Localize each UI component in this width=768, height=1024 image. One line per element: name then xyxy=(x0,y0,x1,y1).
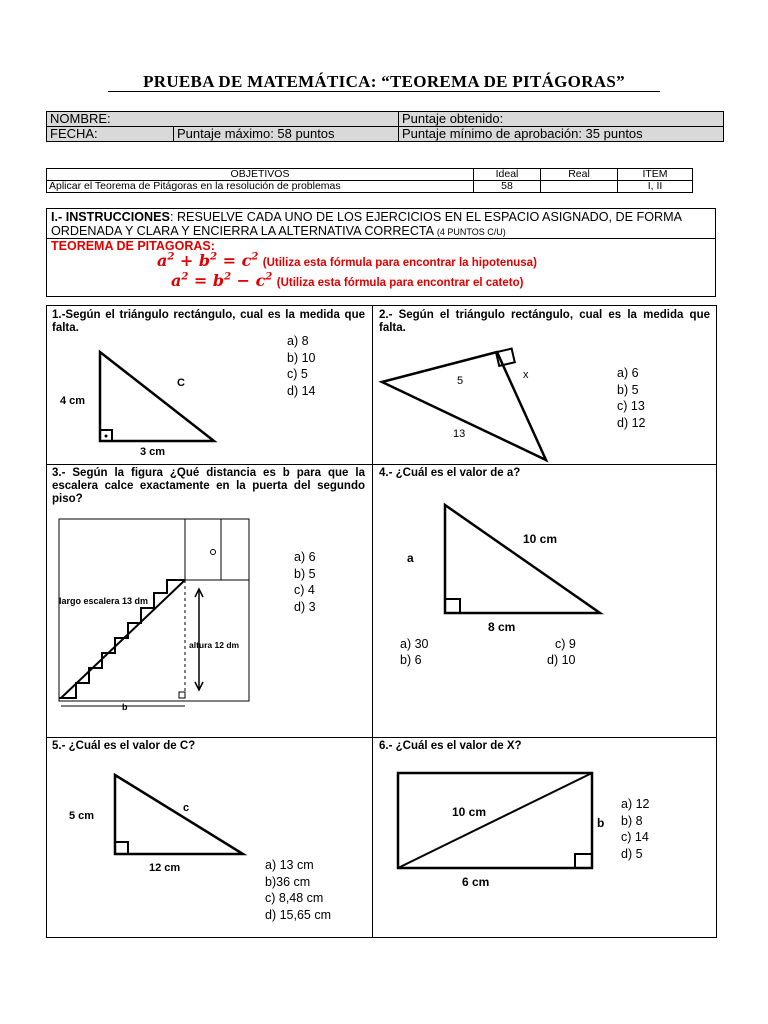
q1-label-left: 4 cm xyxy=(60,395,86,407)
q2-label-hyp: 13 xyxy=(453,428,466,440)
q4-option-a[interactable]: a) 30 xyxy=(400,637,429,651)
q3-option-a[interactable]: a) 6 xyxy=(294,550,316,564)
q1-option-c[interactable]: c) 5 xyxy=(287,367,308,381)
q2-label-leg: 5 xyxy=(457,375,464,387)
instructions-box xyxy=(46,208,716,297)
student-info-table xyxy=(46,111,724,142)
q3-option-b[interactable]: b) 5 xyxy=(294,566,316,581)
fecha-field[interactable]: FECHA: xyxy=(47,127,174,142)
objective-text: Aplicar el Teorema de Pitágoras en la resolución de problemas xyxy=(47,181,474,193)
nombre-field[interactable]: NOMBRE: xyxy=(47,112,399,127)
instructions-label: I.- INSTRUCCIONES xyxy=(51,210,170,224)
q5-label-bottom: 12 cm xyxy=(149,862,181,874)
q6-right-angle xyxy=(575,854,592,868)
q1-label-bottom: 3 cm xyxy=(140,446,166,458)
q6-label-diagonal: 10 cm xyxy=(452,805,487,819)
q6-diagonal xyxy=(398,773,592,868)
q5-option-d[interactable]: d) 15,65 cm xyxy=(265,907,332,922)
ideal-value: 58 xyxy=(474,181,541,193)
question-2-prompt: 2.- Según el triángulo rectángulo, cual es la medida que falta. xyxy=(379,309,710,334)
q1-option-b[interactable]: b) 10 xyxy=(287,350,316,365)
q6-label-right: b xyxy=(597,816,605,830)
q3-label-base: b xyxy=(122,702,128,712)
item-header: ITEM xyxy=(618,169,693,181)
points-note: (4 PUNTOS C/U) xyxy=(436,227,506,237)
title-underline xyxy=(108,91,660,92)
q5-label-hyp: c xyxy=(183,802,190,814)
question-5-prompt: 5.- ¿Cuál es el valor de C? xyxy=(52,740,196,752)
q4-label-bottom: 8 cm xyxy=(488,620,516,634)
objectives-header: OBJETIVOS xyxy=(47,169,474,181)
q2-option-b[interactable]: b) 5 xyxy=(617,382,639,397)
q5-option-a[interactable]: a) 13 cm xyxy=(265,858,314,872)
q2-option-c[interactable]: c) 13 xyxy=(617,399,645,413)
questions-grid xyxy=(46,305,717,938)
question-1-prompt: 1.-Según el triángulo rectángulo, cual es la medida que falta. xyxy=(52,309,365,334)
q4-option-c[interactable]: c) 9 xyxy=(555,637,576,651)
puntaje-maximo: Puntaje máximo: 58 puntos xyxy=(174,127,399,142)
question-3-prompt: 3.- Según la figura ¿Qué distancia es b para que la escalera calce exactamente en la puerta del segundo piso? xyxy=(52,467,365,505)
q3-label-height: altura 12 dm xyxy=(189,640,240,650)
q6-option-a[interactable]: a) 12 xyxy=(621,797,650,811)
item-value: I, II xyxy=(618,181,693,193)
formula-2: $a^2 = b^2 - c^2$ xyxy=(171,271,273,290)
instructions-body: : RESUELVE CADA UNO DE LOS EJERCICIOS EN EL ESPACIO ASIGNADO, DE FORMA ORDENADA Y CLARA Y ENCIERRA LA ALTERNATIVA CORRECTA xyxy=(51,210,682,238)
real-value[interactable] xyxy=(541,181,618,193)
q1-option-d[interactable]: d) 14 xyxy=(287,383,316,398)
question-4-prompt: 4.- ¿Cuál es el valor de a? xyxy=(379,467,521,479)
page-title: PRUEBA DE MATEMÁTICA: “TEOREMA DE PITÁGORAS” xyxy=(143,72,625,91)
q6-label-bottom: 6 cm xyxy=(462,875,490,889)
puntaje-obtenido-field[interactable]: Puntaje obtenido: xyxy=(399,112,724,127)
q3-option-c[interactable]: c) 4 xyxy=(294,583,315,597)
q5-option-b[interactable]: b)36 cm xyxy=(265,874,311,889)
q6-option-d[interactable]: d) 5 xyxy=(621,846,643,861)
q4-label-hyp: 10 cm xyxy=(523,532,558,546)
q2-option-a[interactable]: a) 6 xyxy=(617,366,639,380)
formula-1-note: (Utiliza esta fórmula para encontrar la hipotenusa) xyxy=(262,257,537,269)
theorem-label: TEOREMA DE PITAGORAS: xyxy=(51,239,215,253)
q4-option-d[interactable]: d) 10 xyxy=(547,653,576,667)
ideal-header: Ideal xyxy=(474,169,541,181)
real-header: Real xyxy=(541,169,618,181)
formula-leg xyxy=(171,271,523,291)
formula-2-note: (Utiliza esta fórmula para encontrar el cateto) xyxy=(276,277,524,289)
formula-hypotenuse xyxy=(157,251,537,271)
q2-option-d[interactable]: d) 12 xyxy=(617,415,646,430)
q2-label-unknown: x xyxy=(523,369,529,381)
q5-label-left: 5 cm xyxy=(69,810,95,822)
q5-option-c[interactable]: c) 8,48 cm xyxy=(265,891,324,905)
q6-option-c[interactable]: c) 14 xyxy=(621,830,649,844)
objectives-table xyxy=(46,168,693,193)
q1-option-a[interactable]: a) 8 xyxy=(287,334,309,348)
q3-option-d[interactable]: d) 3 xyxy=(294,599,316,614)
q1-label-hyp: C xyxy=(177,377,185,389)
instructions-text xyxy=(51,210,713,239)
q4-option-b[interactable]: b) 6 xyxy=(400,653,422,667)
q3-label-ladder: largo escalera 13 dm xyxy=(59,596,149,606)
question-6-prompt: 6.- ¿Cuál es el valor de X? xyxy=(379,740,522,752)
puntaje-minimo: Puntaje mínimo de aprobación: 35 puntos xyxy=(399,127,724,142)
question-6-figure xyxy=(47,306,718,939)
q4-label-left: a xyxy=(407,551,414,565)
q6-option-b[interactable]: b) 8 xyxy=(621,813,643,828)
formula-1: $a^2 + b^2 = c^2$ xyxy=(157,251,259,270)
